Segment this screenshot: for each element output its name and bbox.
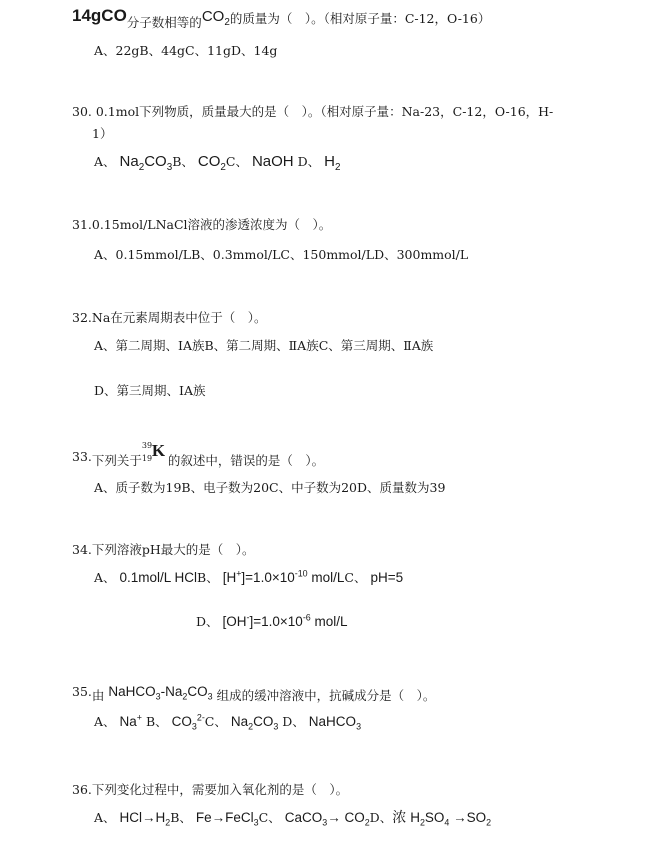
- formula-na-ion: Na+: [119, 712, 142, 729]
- reaction-h2so4-so2: $H_2SO_4 \to SO_2$: [410, 810, 492, 828]
- formula-co2: $CO_2$: [197, 153, 226, 173]
- formula-h-conc: $[H^+]=1.0\times 10^{-10}$ mol/L: [222, 568, 345, 585]
- formula-14gco: 14gCO: [72, 6, 127, 25]
- formula-co3-ion: $CO_3^{2-}$: [171, 712, 205, 732]
- reaction-caco3-co2: CaCO$_3$→ $CO_2$: [284, 810, 370, 828]
- q31-stem: 31.0.15mol/LNaCl溶液的渗透浓度为（ ）。: [72, 217, 332, 232]
- q30-stem: 30. 0.1mol下列物质，质量最大的是（ ）。（相对原子量：Na-23，C-12，O-16，H-: [72, 104, 554, 119]
- q29-options: A、22gB、44gC、11gD、14g: [94, 43, 278, 58]
- formula-oh-conc: $[OH^-]=1.0\times 10^{-6}$ mol/L: [222, 612, 348, 629]
- q31-options: A、0.15mmol/LB、0.3mmol/LC、150mmol/LD、300mmol/L: [94, 247, 469, 262]
- q34-options-cont: D、 $[OH^-]=1.0\times 10^{-6}$ mol/L: [196, 612, 348, 629]
- q35-stem: 35.由 $NaHCO_3-Na_2CO_3$ 组成的缓冲溶液中，抗碱成分是（ ）。: [72, 684, 436, 703]
- q30-options: A、 $Na_2CO_3B$、 $CO_2C$、 NaOH D、 $H_2$: [94, 153, 341, 173]
- q36-stem: 36.下列变化过程中，需要加入氧化剂的是（ ）。: [72, 782, 349, 797]
- formula-ph: pH=5: [370, 570, 404, 585]
- formula-na2co3: $Na_2CO_3$: [230, 714, 279, 732]
- q32-options-cont: D、第三周期、ⅠA族: [94, 383, 206, 398]
- formula-na2co3: $Na_2CO_3$: [119, 153, 173, 173]
- reaction-hcl-h2: $HCl\to H_2$: [119, 810, 171, 828]
- q33-stem: 33.下列关于 39 19 K 的叙述中，错误的是（ ）。: [72, 441, 325, 468]
- q29-stem: 14gCO分子数相等的$CO_2$的质量为（ ）。（相对原子量：C-12，O-16）: [72, 6, 491, 30]
- q34-stem: 34.下列溶液pH最大的是（ ）。: [72, 542, 255, 557]
- formula-naoh: NaOH: [251, 153, 294, 170]
- formula-nahco3: NaHCO$_3$: [308, 714, 362, 732]
- reaction-fe-fecl3: Fe→FeCl$_3$: [195, 810, 259, 828]
- q33-options: A、质子数为19B、电子数为20C、中子数为20D、质量数为39: [94, 480, 446, 495]
- q32-stem: 32.Na在元素周期表中位于（ ）。: [72, 310, 267, 325]
- formula-hcl: 0.1mol/L HCl: [119, 570, 198, 585]
- formula-h2: $H_2$: [324, 153, 341, 173]
- formula-co2: $CO_2$: [201, 8, 230, 28]
- q30-stem-cont: 1）: [92, 126, 113, 141]
- q32-options: A、第二周期、ⅠA族B、第二周期、ⅡA族C、第三周期、ⅡA族: [94, 338, 434, 353]
- q36-options: A、 $HCl\to H_2B$、 Fe→FeCl$_3$C、 CaCO$_3$→ $CO_2D$、浓 $H_2SO_4 \to SO_2$: [94, 810, 492, 828]
- q34-options: A、 0.1mol/L HClB、 $[H^+]=1.0\times 10^{-10}$ mol/LC、 pH=5: [94, 568, 404, 585]
- isotope-k39: 39 19 K: [141, 441, 166, 463]
- q35-options: A、 Na+ B、 $CO_3^{2-}C$、 $Na_2CO_3$ D、 NaHCO$_3$: [94, 712, 362, 732]
- formula-buffer: $NaHCO_3-Na_2CO_3$: [108, 684, 213, 702]
